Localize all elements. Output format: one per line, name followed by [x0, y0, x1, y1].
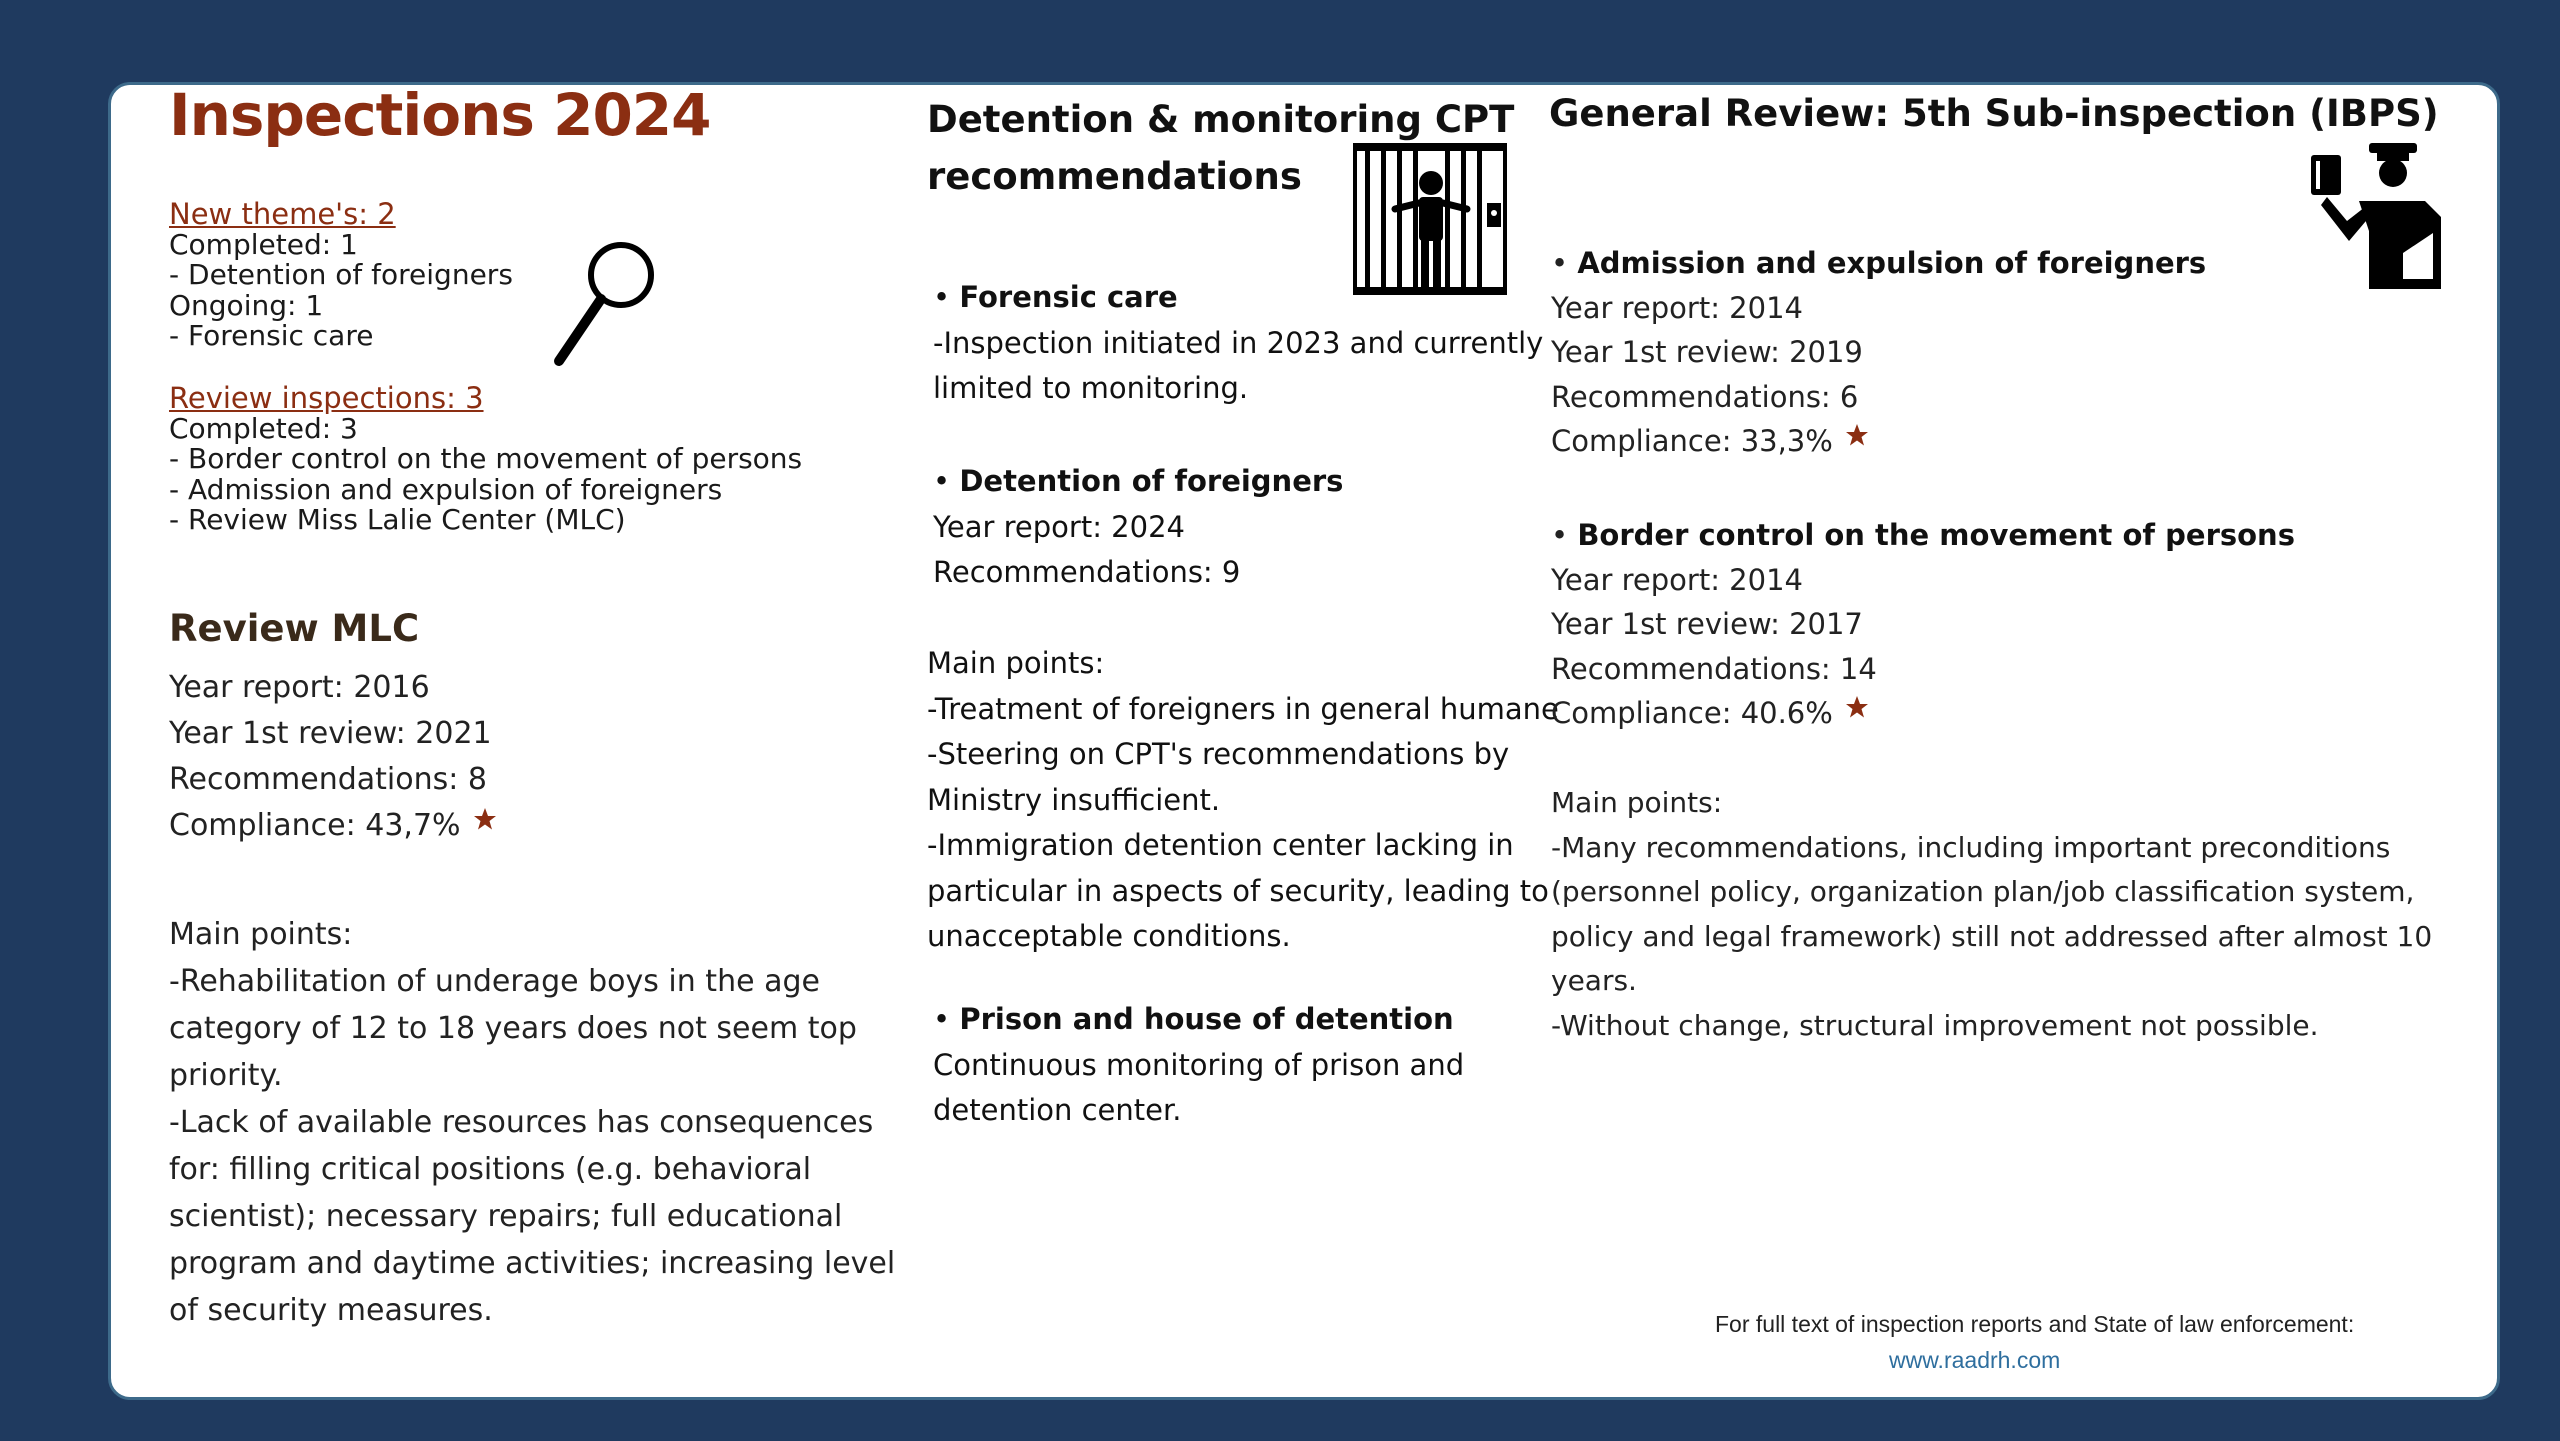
prison-label: Prison and house of detention [959, 1002, 1454, 1036]
prison-label-row [933, 997, 1464, 1043]
new-themes-line: - Forensic care [169, 319, 374, 352]
forensic-care-label-row [933, 275, 1543, 321]
star-icon [1845, 423, 1869, 447]
general-review-heading: General Review: 5th Sub-inspection (IBPS) [1549, 92, 2439, 135]
compliance-line [1551, 419, 2206, 464]
page-title: Inspections 2024 [169, 81, 711, 149]
year-first-review: Year 1st review: 2019 [1551, 335, 1863, 369]
point-line: -Treatment of foreigners in general humane [927, 691, 1559, 726]
point-line: for: filling critical positions (e.g. behavioral [169, 1152, 812, 1187]
admission-section [1551, 241, 2206, 464]
point-line: policy and legal framework) still not addressed after almost 10 [1551, 919, 2433, 953]
bullet-dot: • [1551, 518, 1578, 552]
new-themes-line: Ongoing: 1 [169, 288, 324, 322]
compliance-line [1551, 691, 2295, 736]
year-report: Year report: 2024 [933, 509, 1185, 544]
point-line: priority. [169, 1058, 283, 1093]
new-themes-section [169, 199, 513, 352]
point-line: scientist); necessary repairs; full educational [169, 1199, 843, 1234]
point-line: years. [1551, 964, 1637, 997]
recommendations: Recommendations: 9 [933, 555, 1241, 589]
recommendations: Recommendations: 14 [1551, 651, 1877, 686]
recommendations: Recommendations: 6 [1551, 379, 1859, 414]
prison-cell-icon [1353, 143, 1507, 295]
general-review-main-points [1551, 781, 2432, 1048]
review-inspections-section [169, 383, 802, 536]
new-themes-heading: New theme's: 2 [169, 197, 396, 231]
point-line: unacceptable conditions. [927, 919, 1291, 953]
point-line: -Steering on CPT's recommendations by [927, 737, 1510, 771]
point-line: Ministry insufficient. [927, 782, 1221, 817]
bullet-dot: • [933, 1002, 960, 1036]
star-icon [473, 807, 497, 831]
footer-text: For full text of inspection reports and State of law enforcement: [1715, 1311, 2355, 1337]
content-card [108, 82, 2500, 1400]
prison-line: detention center. [933, 1093, 1182, 1127]
detention-foreigners-label: Detention of foreigners [959, 464, 1344, 498]
compliance: Compliance: 33,3% [1551, 424, 1833, 458]
year-report: Year report: 2016 [169, 670, 430, 705]
cpt-heading-line: Detention & monitoring CPT [927, 98, 1515, 141]
review-mlc-heading: Review MLC [169, 607, 420, 650]
year-report: Year report: 2014 [1551, 290, 1803, 325]
review-inspections-line: - Review Miss Lalie Center (MLC) [169, 503, 626, 536]
border-officer-icon [2307, 143, 2447, 293]
point-line: -Immigration detention center lacking in [927, 828, 1514, 862]
main-points-label: Main points: [927, 646, 1105, 680]
main-points-label: Main points: [1551, 786, 1723, 819]
new-themes-line: - Detention of foreigners [169, 258, 513, 291]
forensic-care-section [933, 275, 1543, 412]
detention-foreigners-section [933, 459, 1343, 596]
forensic-line: -Inspection initiated in 2023 and currently [933, 325, 1544, 360]
year-first-review: Year 1st review: 2021 [169, 716, 492, 751]
prison-line: Continuous monitoring of prison and [933, 1047, 1465, 1082]
detention-foreigners-label-row [933, 459, 1343, 505]
border-control-label-row [1551, 513, 2295, 558]
forensic-line: limited to monitoring. [933, 371, 1249, 405]
review-inspections-line: Completed: 3 [169, 411, 358, 445]
point-line: of security measures. [169, 1293, 493, 1328]
review-inspections-line: - Admission and expulsion of foreigners [169, 472, 723, 506]
cpt-heading-line: recommendations [927, 155, 1302, 198]
recommendations: Recommendations: 8 [169, 762, 487, 797]
admission-label-row [1551, 241, 2206, 286]
point-line: program and daytime activities; increasing level [169, 1246, 896, 1281]
main-points-label: Main points: [169, 917, 353, 952]
website-link[interactable]: www.raadrh.com [1889, 1347, 2061, 1373]
prison-section [933, 997, 1464, 1134]
review-mlc-stats [169, 665, 497, 849]
review-inspections-line: - Border control on the movement of persons [169, 442, 803, 475]
bullet-dot: • [933, 280, 960, 314]
star-icon [1845, 695, 1869, 719]
review-inspections-heading: Review inspections: 3 [169, 381, 484, 415]
year-report: Year report: 2014 [1551, 562, 1803, 597]
compliance: Compliance: 40.6% [1551, 696, 1833, 730]
admission-label: Admission and expulsion of foreigners [1577, 246, 2207, 280]
compliance: Compliance: 43,7% [169, 808, 461, 843]
compliance-line [169, 803, 497, 849]
review-mlc-main-points [169, 911, 895, 1334]
point-line: category of 12 to 18 years does not seem top [169, 1011, 857, 1046]
bullet-dot: • [933, 464, 960, 498]
border-control-label: Border control on the movement of persons [1577, 518, 2295, 552]
magnifier-icon [547, 235, 667, 371]
year-first-review: Year 1st review: 2017 [1551, 607, 1863, 641]
detention-foreigners-main-points [927, 641, 1559, 960]
point-line: (personnel policy, organization plan/job classification system, [1551, 875, 2415, 908]
point-line: -Rehabilitation of underage boys in the age [169, 964, 820, 999]
bullet-dot: • [1551, 246, 1578, 280]
point-line: -Lack of available resources has consequences [169, 1105, 874, 1140]
point-line: particular in aspects of security, leading to [927, 873, 1549, 908]
forensic-care-label: Forensic care [959, 280, 1178, 314]
point-line: -Many recommendations, including important preconditions [1551, 830, 2391, 864]
point-line: -Without change, structural improvement not possible. [1551, 1008, 2319, 1042]
border-control-section [1551, 513, 2295, 736]
new-themes-line: Completed: 1 [169, 227, 358, 261]
